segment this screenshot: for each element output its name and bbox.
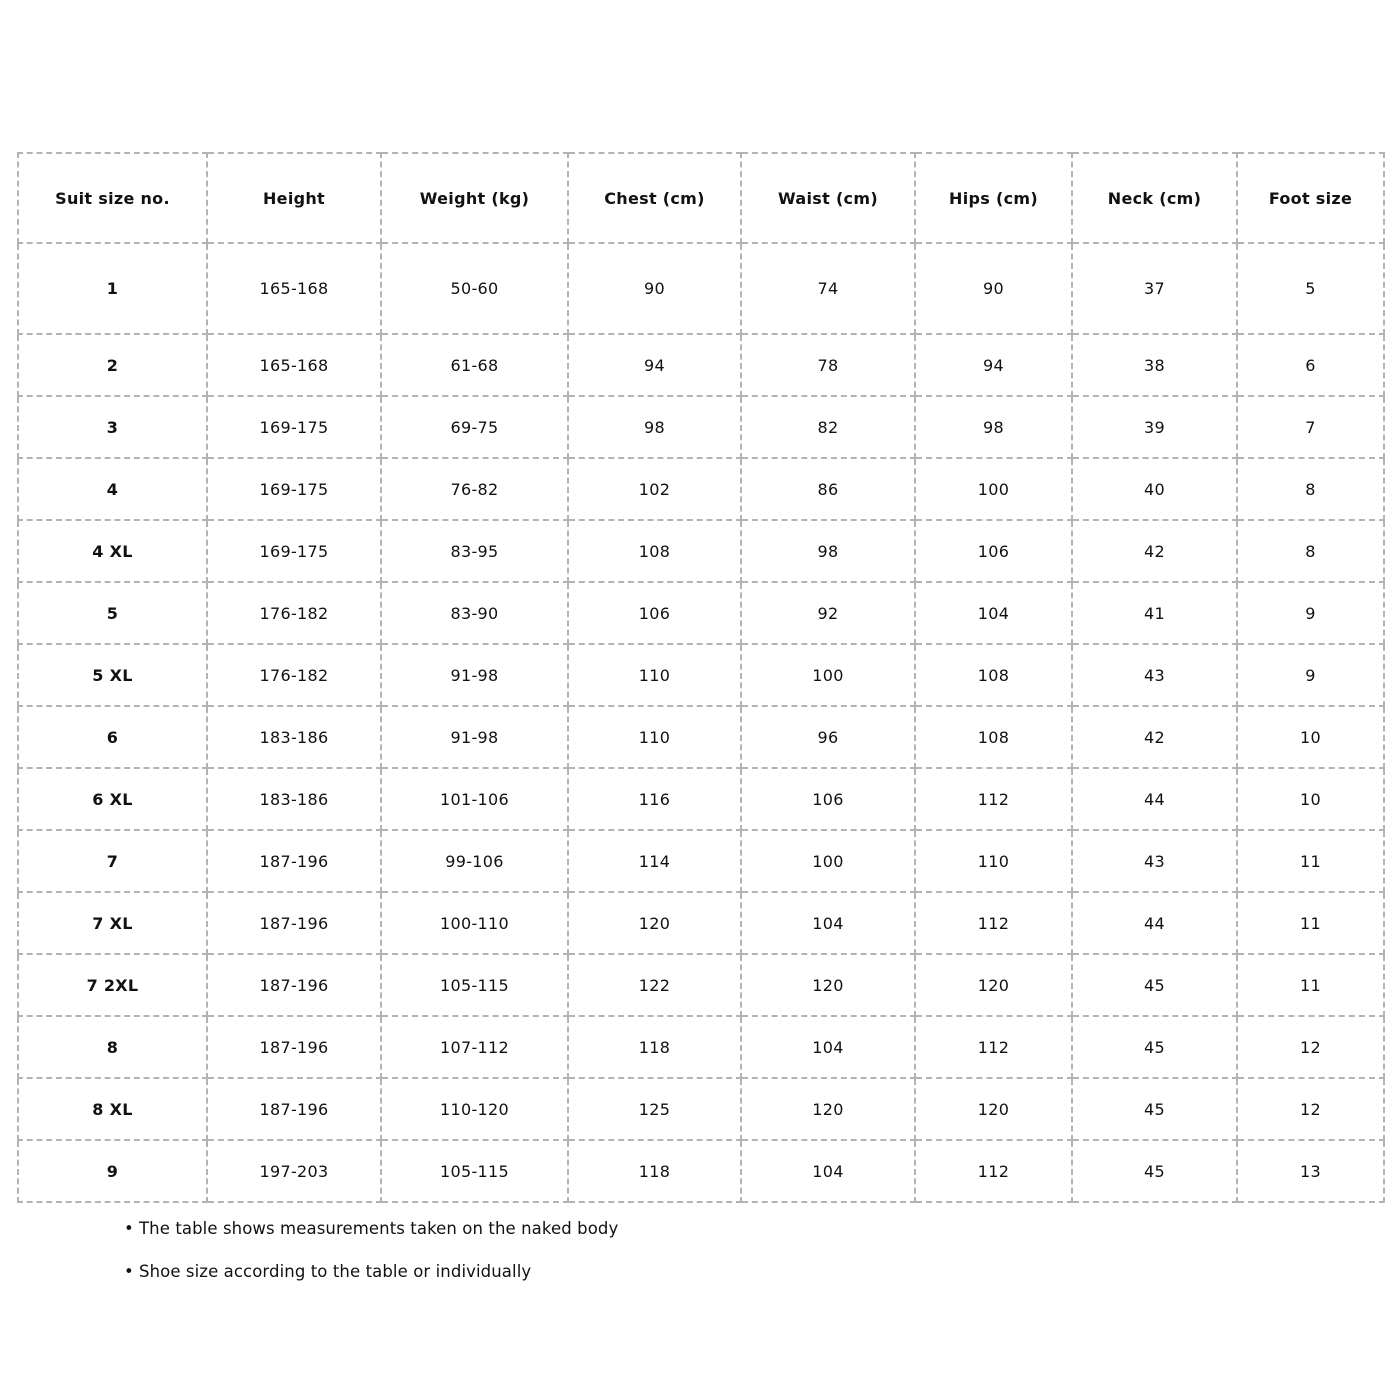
- cell-waist: 96: [741, 706, 915, 768]
- notes-list: [124, 1217, 618, 1303]
- cell-waist: 104: [741, 1140, 915, 1202]
- cell-chest: 118: [568, 1016, 741, 1078]
- cell-suit-size: 4 XL: [18, 520, 207, 582]
- cell-hips: 112: [915, 768, 1072, 830]
- header-weight: Weight (kg): [381, 153, 568, 243]
- cell-weight: 50-60: [381, 243, 568, 334]
- table-row: [18, 243, 1384, 334]
- cell-chest: 90: [568, 243, 741, 334]
- cell-height: 169-175: [207, 458, 381, 520]
- cell-suit-size: 6: [18, 706, 207, 768]
- cell-waist: 86: [741, 458, 915, 520]
- table-header-row: [18, 153, 1384, 243]
- cell-waist: 82: [741, 396, 915, 458]
- cell-chest: 110: [568, 706, 741, 768]
- cell-foot-size: 13: [1237, 1140, 1384, 1202]
- cell-hips: 104: [915, 582, 1072, 644]
- cell-foot-size: 5: [1237, 243, 1384, 334]
- cell-foot-size: 9: [1237, 644, 1384, 706]
- cell-waist: 104: [741, 1016, 915, 1078]
- cell-height: 183-186: [207, 706, 381, 768]
- cell-waist: 120: [741, 1078, 915, 1140]
- cell-neck: 44: [1072, 768, 1237, 830]
- cell-waist: 100: [741, 830, 915, 892]
- cell-foot-size: 6: [1237, 334, 1384, 396]
- bullet-icon: •: [124, 1262, 134, 1281]
- cell-waist: 106: [741, 768, 915, 830]
- cell-foot-size: 11: [1237, 954, 1384, 1016]
- cell-weight: 105-115: [381, 954, 568, 1016]
- cell-height: 187-196: [207, 1078, 381, 1140]
- cell-hips: 120: [915, 954, 1072, 1016]
- cell-suit-size: 7: [18, 830, 207, 892]
- cell-foot-size: 9: [1237, 582, 1384, 644]
- cell-weight: 107-112: [381, 1016, 568, 1078]
- cell-hips: 112: [915, 892, 1072, 954]
- cell-height: 187-196: [207, 1016, 381, 1078]
- cell-waist: 74: [741, 243, 915, 334]
- table-row: [18, 644, 1384, 706]
- cell-height: 183-186: [207, 768, 381, 830]
- cell-hips: 112: [915, 1140, 1072, 1202]
- cell-foot-size: 7: [1237, 396, 1384, 458]
- header-suit-size: Suit size no.: [18, 153, 207, 243]
- note-item: [124, 1217, 618, 1260]
- cell-waist: 78: [741, 334, 915, 396]
- cell-height: 176-182: [207, 644, 381, 706]
- cell-chest: 108: [568, 520, 741, 582]
- cell-hips: 98: [915, 396, 1072, 458]
- cell-hips: 90: [915, 243, 1072, 334]
- cell-weight: 91-98: [381, 644, 568, 706]
- cell-neck: 45: [1072, 1016, 1237, 1078]
- cell-height: 165-168: [207, 243, 381, 334]
- cell-weight: 105-115: [381, 1140, 568, 1202]
- table-row: [18, 458, 1384, 520]
- cell-chest: 122: [568, 954, 741, 1016]
- cell-suit-size: 2: [18, 334, 207, 396]
- bullet-icon: •: [124, 1219, 134, 1238]
- cell-hips: 94: [915, 334, 1072, 396]
- cell-weight: 61-68: [381, 334, 568, 396]
- header-neck: Neck (cm): [1072, 153, 1237, 243]
- cell-neck: 38: [1072, 334, 1237, 396]
- header-foot-size: Foot size: [1237, 153, 1384, 243]
- cell-suit-size: 8: [18, 1016, 207, 1078]
- cell-suit-size: 7 XL: [18, 892, 207, 954]
- cell-chest: 118: [568, 1140, 741, 1202]
- table-row: [18, 396, 1384, 458]
- table-row: [18, 520, 1384, 582]
- cell-foot-size: 11: [1237, 892, 1384, 954]
- cell-foot-size: 10: [1237, 706, 1384, 768]
- cell-neck: 37: [1072, 243, 1237, 334]
- cell-hips: 108: [915, 644, 1072, 706]
- cell-chest: 110: [568, 644, 741, 706]
- cell-hips: 106: [915, 520, 1072, 582]
- cell-height: 187-196: [207, 954, 381, 1016]
- table-row: [18, 582, 1384, 644]
- cell-hips: 100: [915, 458, 1072, 520]
- cell-foot-size: 10: [1237, 768, 1384, 830]
- note-item: [124, 1260, 618, 1303]
- cell-chest: 116: [568, 768, 741, 830]
- cell-suit-size: 8 XL: [18, 1078, 207, 1140]
- cell-suit-size: 1: [18, 243, 207, 334]
- cell-weight: 83-95: [381, 520, 568, 582]
- cell-suit-size: 4: [18, 458, 207, 520]
- table-row: [18, 1140, 1384, 1202]
- cell-weight: 69-75: [381, 396, 568, 458]
- cell-suit-size: 3: [18, 396, 207, 458]
- note-text: Shoe size according to the table or individually: [139, 1262, 532, 1281]
- cell-weight: 91-98: [381, 706, 568, 768]
- cell-chest: 106: [568, 582, 741, 644]
- cell-waist: 100: [741, 644, 915, 706]
- cell-neck: 42: [1072, 520, 1237, 582]
- table-row: [18, 768, 1384, 830]
- cell-neck: 45: [1072, 1078, 1237, 1140]
- table-row: [18, 1078, 1384, 1140]
- header-hips: Hips (cm): [915, 153, 1072, 243]
- cell-foot-size: 11: [1237, 830, 1384, 892]
- cell-hips: 108: [915, 706, 1072, 768]
- cell-suit-size: 9: [18, 1140, 207, 1202]
- cell-hips: 110: [915, 830, 1072, 892]
- cell-suit-size: 6 XL: [18, 768, 207, 830]
- table-row: [18, 892, 1384, 954]
- cell-chest: 125: [568, 1078, 741, 1140]
- cell-waist: 98: [741, 520, 915, 582]
- cell-height: 187-196: [207, 892, 381, 954]
- table-row: [18, 830, 1384, 892]
- cell-foot-size: 8: [1237, 520, 1384, 582]
- table-row: [18, 954, 1384, 1016]
- cell-chest: 102: [568, 458, 741, 520]
- cell-neck: 39: [1072, 396, 1237, 458]
- cell-height: 187-196: [207, 830, 381, 892]
- table-row: [18, 706, 1384, 768]
- cell-hips: 112: [915, 1016, 1072, 1078]
- cell-chest: 98: [568, 396, 741, 458]
- cell-suit-size: 5: [18, 582, 207, 644]
- cell-height: 176-182: [207, 582, 381, 644]
- cell-neck: 41: [1072, 582, 1237, 644]
- cell-weight: 76-82: [381, 458, 568, 520]
- header-chest: Chest (cm): [568, 153, 741, 243]
- cell-weight: 99-106: [381, 830, 568, 892]
- cell-neck: 43: [1072, 644, 1237, 706]
- cell-neck: 43: [1072, 830, 1237, 892]
- cell-neck: 44: [1072, 892, 1237, 954]
- cell-height: 165-168: [207, 334, 381, 396]
- cell-waist: 104: [741, 892, 915, 954]
- cell-chest: 94: [568, 334, 741, 396]
- cell-weight: 110-120: [381, 1078, 568, 1140]
- header-waist: Waist (cm): [741, 153, 915, 243]
- cell-neck: 45: [1072, 1140, 1237, 1202]
- header-height: Height: [207, 153, 381, 243]
- cell-neck: 40: [1072, 458, 1237, 520]
- cell-suit-size: 7 2XL: [18, 954, 207, 1016]
- cell-foot-size: 12: [1237, 1078, 1384, 1140]
- size-chart-table: [17, 152, 1385, 1203]
- cell-suit-size: 5 XL: [18, 644, 207, 706]
- cell-hips: 120: [915, 1078, 1072, 1140]
- cell-waist: 92: [741, 582, 915, 644]
- cell-weight: 83-90: [381, 582, 568, 644]
- table-row: [18, 334, 1384, 396]
- cell-weight: 100-110: [381, 892, 568, 954]
- cell-height: 169-175: [207, 520, 381, 582]
- cell-height: 169-175: [207, 396, 381, 458]
- cell-weight: 101-106: [381, 768, 568, 830]
- cell-neck: 42: [1072, 706, 1237, 768]
- cell-foot-size: 8: [1237, 458, 1384, 520]
- cell-chest: 114: [568, 830, 741, 892]
- cell-neck: 45: [1072, 954, 1237, 1016]
- cell-height: 197-203: [207, 1140, 381, 1202]
- table-row: [18, 1016, 1384, 1078]
- cell-chest: 120: [568, 892, 741, 954]
- cell-foot-size: 12: [1237, 1016, 1384, 1078]
- cell-waist: 120: [741, 954, 915, 1016]
- table-body: [18, 243, 1384, 1202]
- note-text: The table shows measurements taken on the naked body: [139, 1219, 619, 1238]
